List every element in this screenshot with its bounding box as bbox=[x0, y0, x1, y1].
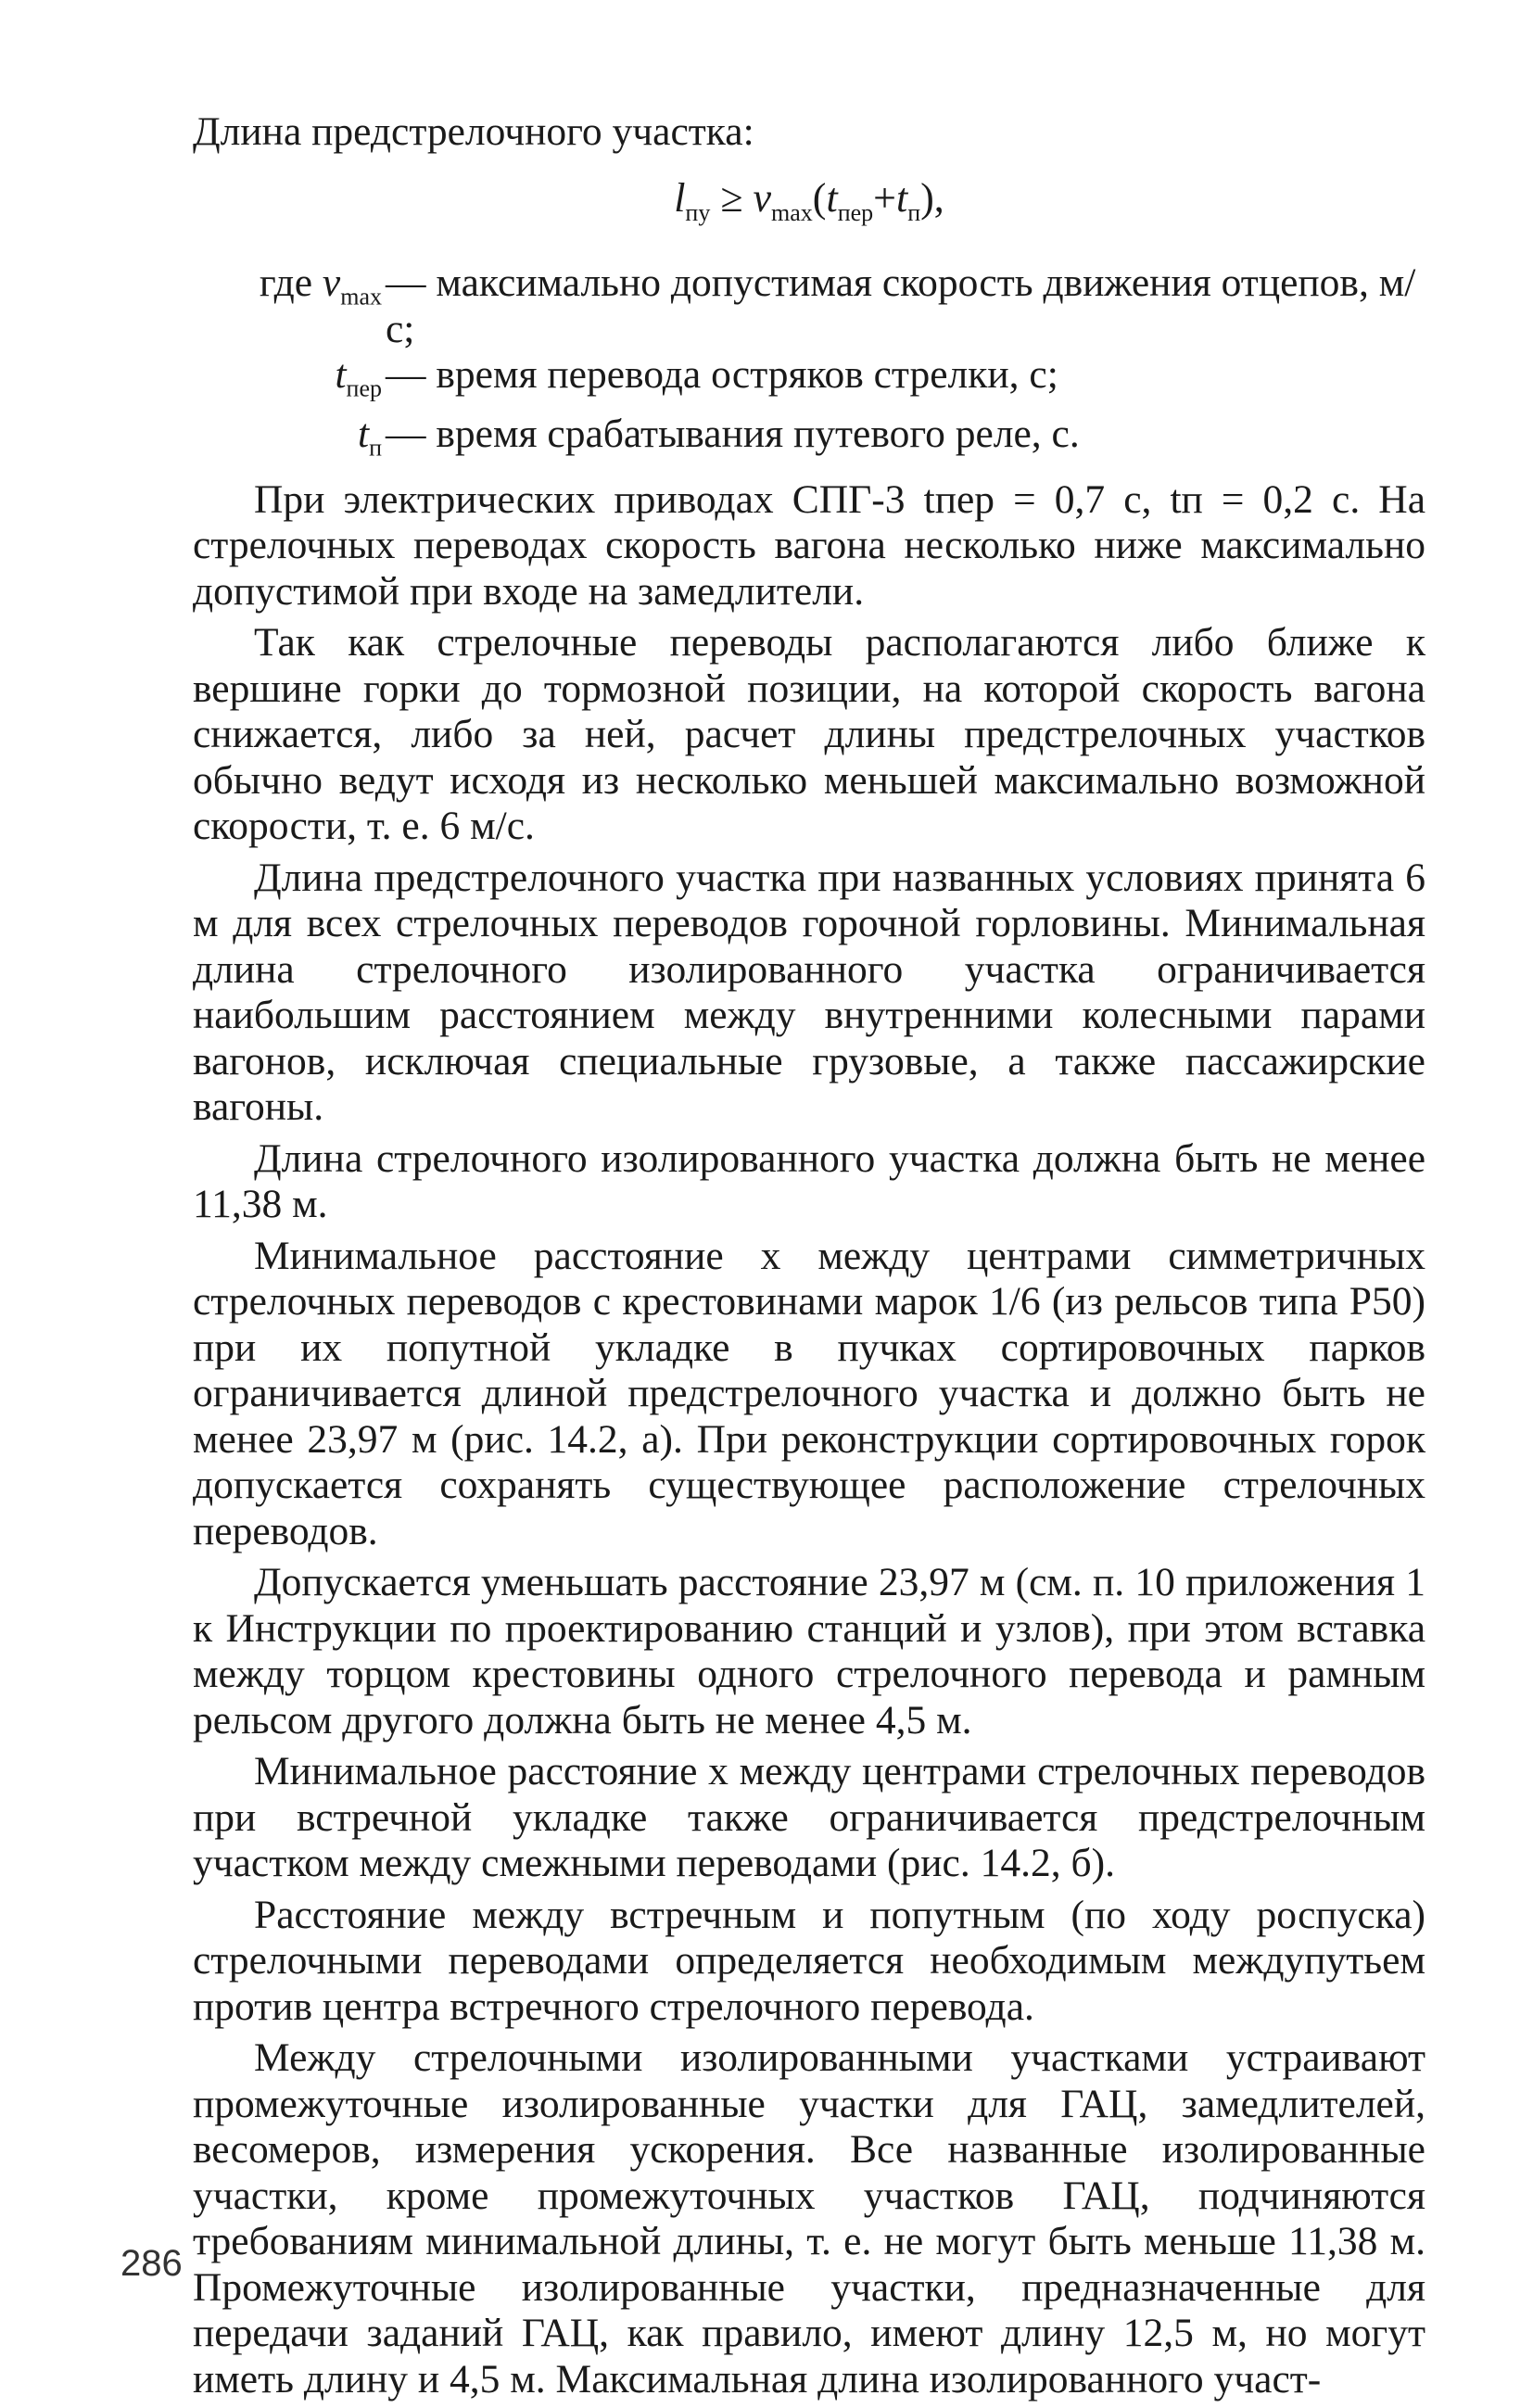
definition-prefix: где bbox=[259, 260, 323, 306]
page-body bbox=[193, 109, 1425, 2408]
page-number: 286 bbox=[120, 2243, 183, 2284]
formula-lhs-sub: пу bbox=[685, 198, 711, 226]
paragraph: При электрических приводах СПГ-3 tпер = 0,7 с, tп = 0,2 с. На стрелочных переводах скорость вагона несколько ниже максимально допустимой при входе на замедлители. bbox=[193, 476, 1425, 614]
formula-op: ≥ bbox=[710, 174, 754, 221]
paragraph: Длина предстрелочного участка при названных условиях принята 6 м для всех стрелочных переводов горочной горловины. Минимальная длина стрелочного изолированного участка ограничивается наибольшим расстоянием между внутренними колесными парами вагонов, исключая специальные грузовые, а также пассажирские вагоны. bbox=[193, 855, 1425, 1130]
definition-symbol bbox=[193, 260, 382, 352]
formula-t2: t bbox=[895, 174, 908, 221]
definitions-list bbox=[193, 260, 1425, 471]
formula-t1-sub: пер bbox=[837, 198, 874, 226]
formula-t1: t bbox=[826, 174, 838, 221]
definition-sym: t bbox=[357, 412, 370, 457]
definition-sub: пер bbox=[346, 374, 382, 402]
formula-v: v bbox=[753, 174, 772, 221]
paragraph: Длина стрелочного изолированного участка должна быть не менее 11,38 м. bbox=[193, 1135, 1425, 1227]
definition-symbol bbox=[193, 352, 382, 412]
definition-sym: t bbox=[335, 352, 347, 398]
definition-sym: v bbox=[322, 260, 341, 306]
definition-row bbox=[193, 352, 1425, 412]
formula bbox=[193, 174, 1425, 237]
paragraph: Так как стрелочные переводы располагаются либо ближе к вершине горки до тормозной позиции, на которой скорость вагона снижается, либо за ней, расчет длины предстрелочных участков обычно ведут исходя из несколько меньшей максимально возможной скорости, т. е. 6 м/с. bbox=[193, 620, 1425, 849]
formula-paren-open: ( bbox=[812, 174, 827, 221]
paragraph: Допускается уменьшать расстояние 23,97 м (см. п. 10 приложения 1 к Инструкции по проектированию станций и узлов), при этом вставка между торцом крестовины одного стрелочного перевода и рамным рельсом другого должна быть не менее 4,5 м. bbox=[193, 1560, 1425, 1743]
definition-symbol bbox=[193, 412, 382, 471]
definition-sub: п bbox=[369, 435, 382, 463]
formula-plus: + bbox=[873, 174, 896, 221]
formula-t2-sub: п bbox=[907, 198, 921, 226]
paragraph: Между стрелочными изолированными участками устраивают промежуточные изолированные участки для ГАЦ, замедлителей, весомеров, измерения ускорения. Все названные изолированные участки, кроме промежуточных участков ГАЦ, подчиняются требованиям минимальной длины, т. е. не могут быть меньше 11,38 м. Промежуточные изолированные участки, предназначенные для передачи заданий ГАЦ, как правило, имеют длину 12,5 м, но могут иметь длину и 4,5 м. Максимальная длина изолированного участ- bbox=[193, 2035, 1425, 2402]
paragraph: Минимальное расстояние x между центрами стрелочных переводов при встречной укладке также ограничивается предстрелочным участком между смежными переводами (рис. 14.2, б). bbox=[193, 1749, 1425, 1886]
paragraph: Минимальное расстояние x между центрами симметричных стрелочных переводов с крестовинами марок 1/6 (из рельсов типа Р50) при их попутной укладке в пучках сортировочных парков ограничивается длиной предстрелочного участка и должно быть не менее 23,97 м (рис. 14.2, а). При реконструкции сортировочных горок допускается сохранять существующее расположение стрелочных переводов. bbox=[193, 1233, 1425, 1553]
formula-v-sub: max bbox=[771, 198, 813, 226]
definition-sub: max bbox=[340, 283, 382, 311]
section-lead: Длина предстрелочного участка: bbox=[193, 109, 754, 154]
definition-text: — время срабатывания путевого реле, с. bbox=[386, 412, 1080, 457]
formula-paren-close: ), bbox=[920, 174, 944, 221]
paragraph: Расстояние между встречным и попутным (по ходу роспуска) стрелочными переводами определяется необходимым междупутьем против центра встречного стрелочного перевода. bbox=[193, 1892, 1425, 2029]
definition-text: — максимально допустимая скорость движения отцепов, м/с; bbox=[386, 260, 1416, 351]
formula-lhs: l bbox=[674, 174, 686, 221]
definition-row bbox=[193, 260, 1425, 352]
definition-row bbox=[193, 412, 1425, 471]
definition-text: — время перевода остряков стрелки, с; bbox=[386, 352, 1058, 398]
